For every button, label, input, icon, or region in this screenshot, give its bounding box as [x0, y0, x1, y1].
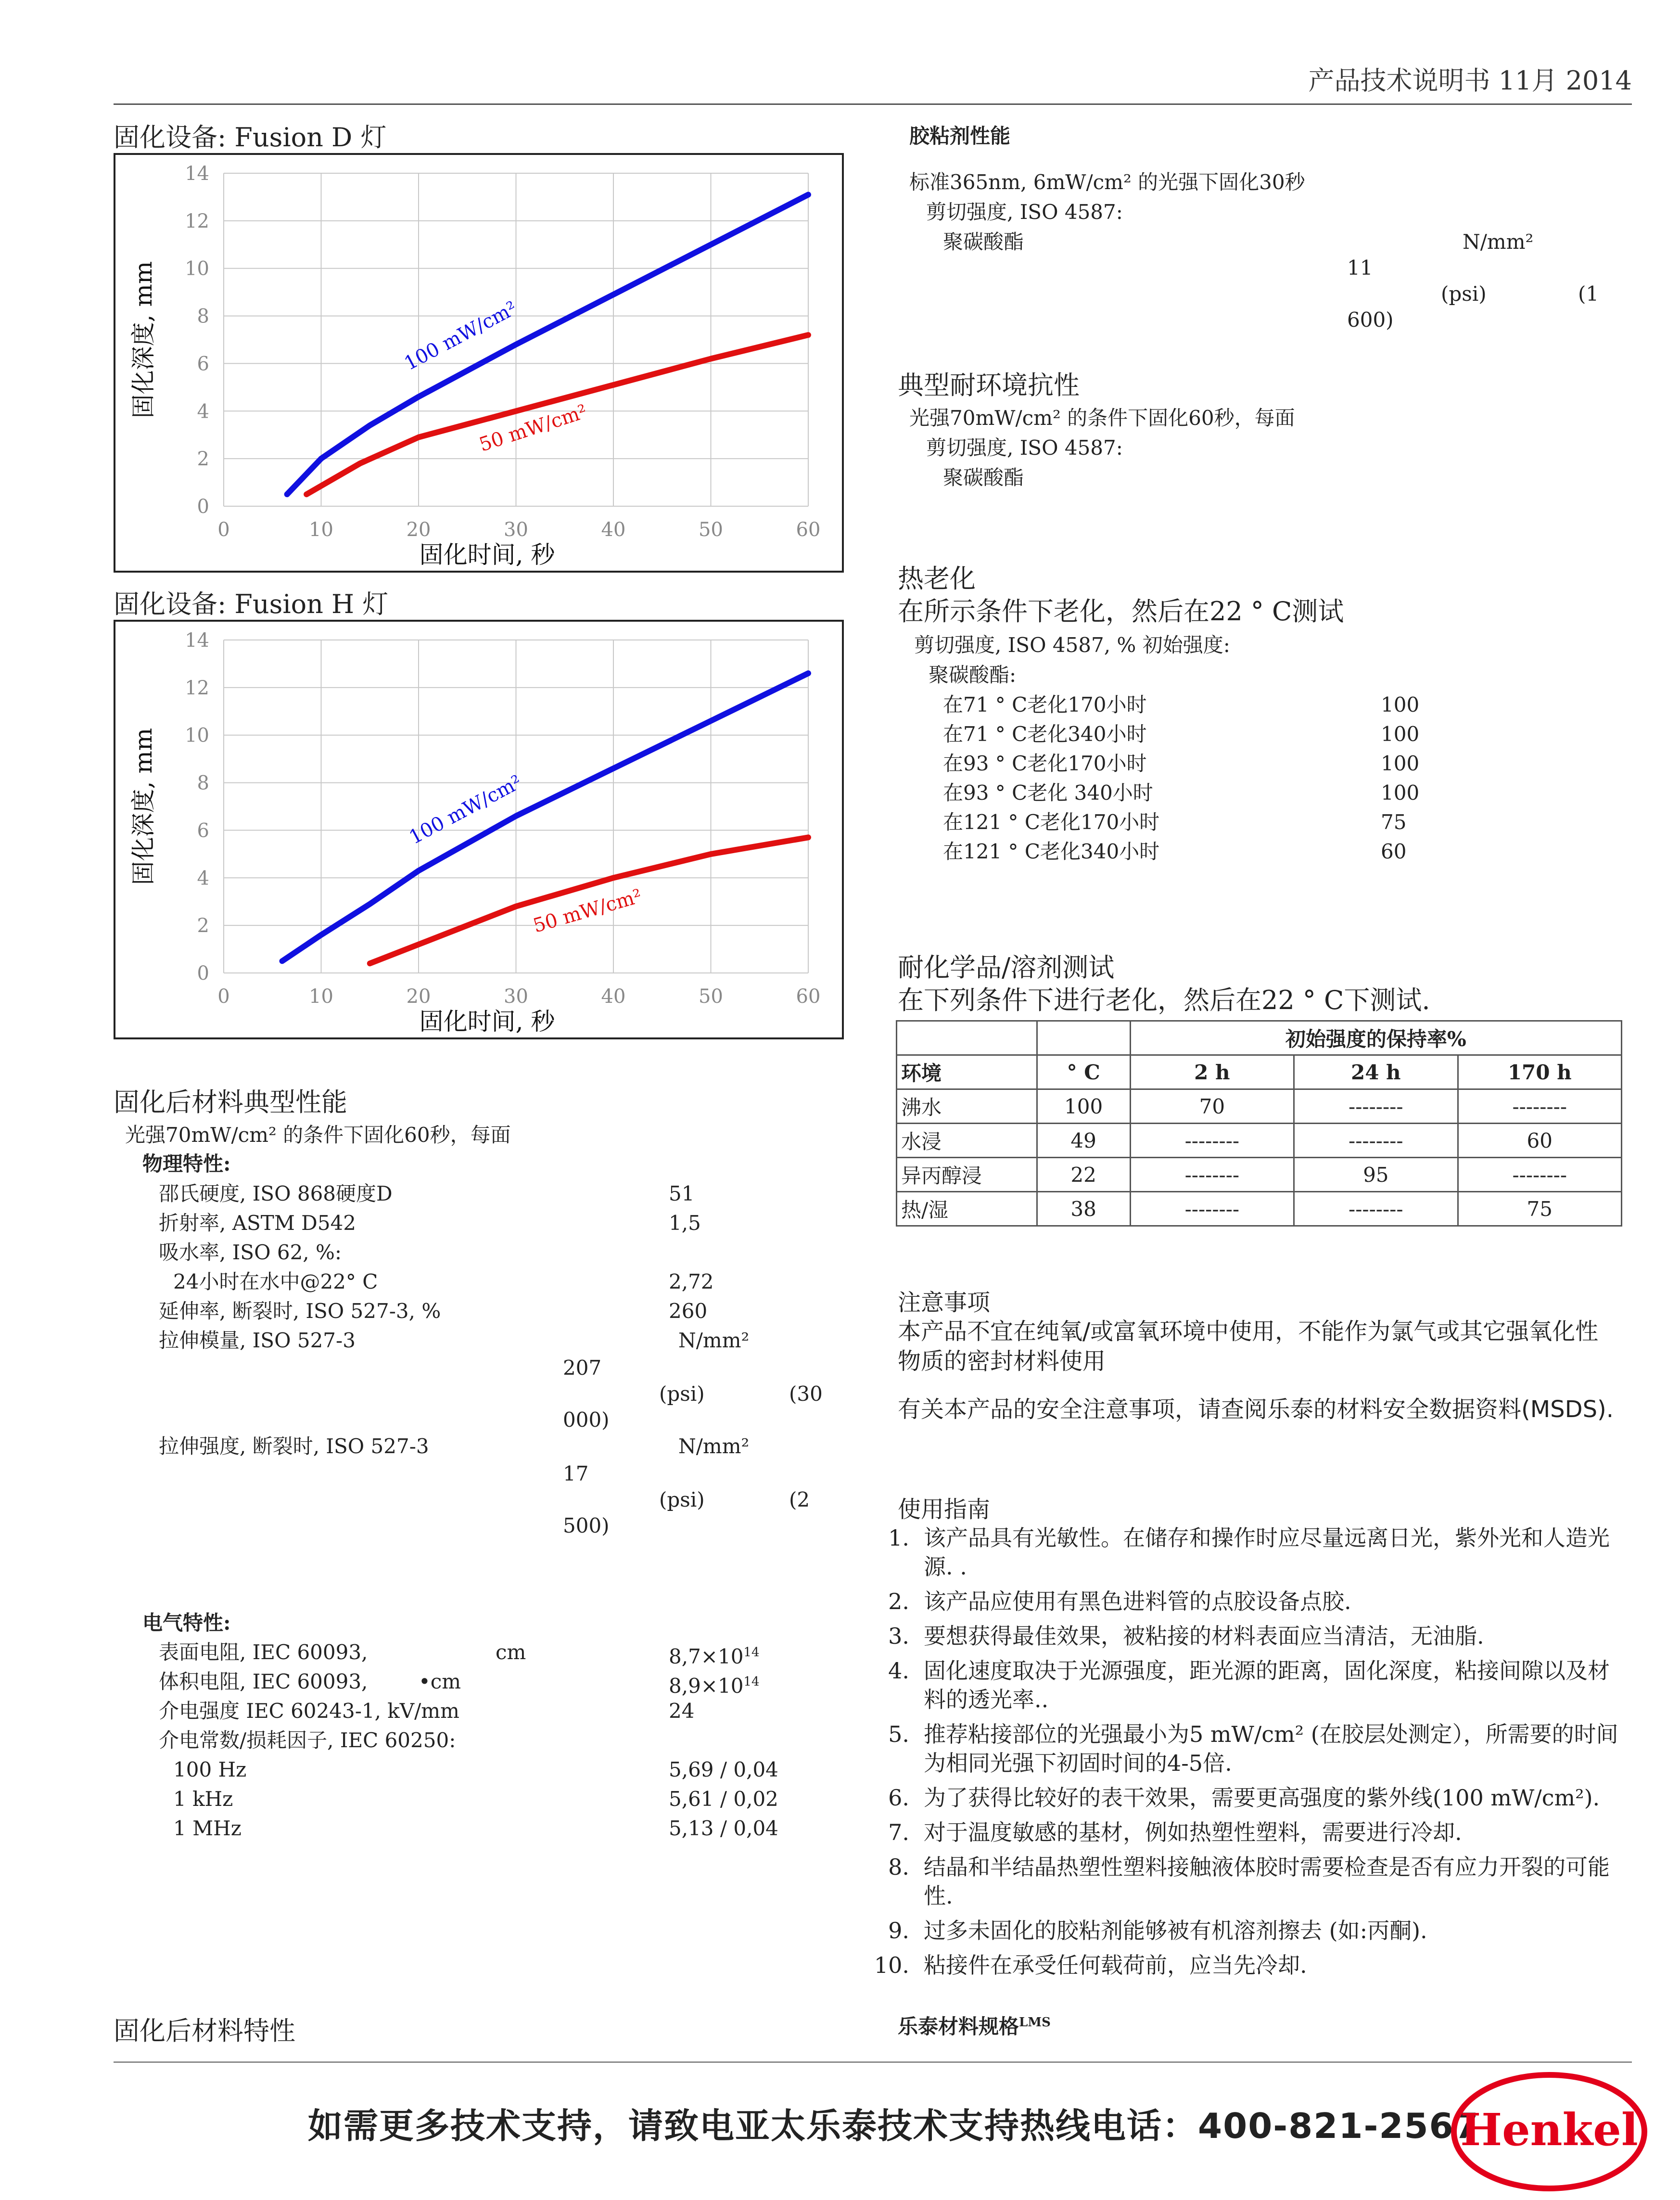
- series-label-0: 100 mW/cm²: [400, 297, 521, 375]
- freq-100hz-value: 5,69 / 0,04: [669, 1758, 778, 1781]
- chart-d: [115, 155, 842, 571]
- heat-row-cond: 在71 ° C老化170小时: [943, 693, 1147, 716]
- table-header: 环境: [897, 1055, 1037, 1089]
- table-cell: 49: [1037, 1124, 1130, 1158]
- tensile-modulus-psi-a: (30: [789, 1382, 823, 1406]
- chemical-resistance-table: [896, 1020, 1622, 1227]
- y-tick-label: 10: [185, 724, 209, 747]
- x-tick-label: 10: [309, 519, 333, 541]
- table-header: 2 h: [1130, 1055, 1294, 1089]
- usage-guide-title: 使用指南: [898, 1496, 991, 1523]
- x-axis-label: 固化时间, 秒: [419, 541, 555, 569]
- table-header: 24 h: [1294, 1055, 1458, 1089]
- adhesive-unit: N/mm²: [1463, 230, 1534, 254]
- header-rule: [114, 103, 1632, 105]
- adhesive-psi-b: 600): [1347, 308, 1394, 332]
- tensile-strength-unit: N/mm²: [678, 1434, 750, 1458]
- tensile-strength-psi-unit: (psi): [659, 1488, 705, 1511]
- table-cell: 38: [1037, 1192, 1130, 1226]
- footer-rule: [114, 2061, 1632, 2063]
- x-tick-label: 50: [699, 519, 723, 541]
- table-row: [897, 1124, 1622, 1158]
- surface-resistivity-unit: cm: [496, 1640, 526, 1664]
- table-cell: --------: [1458, 1089, 1621, 1124]
- y-tick-label: 2: [197, 448, 209, 471]
- tensile-modulus-psi-unit: (psi): [659, 1382, 705, 1406]
- notes-paragraph-1: 本产品不宜在纯氧/或富氧环境中使用，不能作为氯气或其它强氧化性物质的密封材料使用: [898, 1318, 1599, 1375]
- water-24h-value: 2,72: [669, 1270, 714, 1293]
- chart-h: [115, 622, 842, 1037]
- y-tick-label: 14: [185, 163, 209, 185]
- heat-row-value: 60: [1381, 840, 1407, 863]
- y-tick-label: 12: [185, 677, 209, 699]
- table-cell: --------: [1294, 1089, 1458, 1124]
- table-cell: [1037, 1021, 1130, 1055]
- tensile-strength-psi-a: (2: [789, 1488, 810, 1511]
- table-cell: --------: [1130, 1158, 1294, 1192]
- table-header: ° C: [1037, 1055, 1130, 1089]
- table-cell: 95: [1294, 1158, 1458, 1192]
- series-label-1: 50 mW/cm²: [476, 400, 590, 456]
- electrical-properties-title: 电气特性:: [142, 1611, 231, 1635]
- surface-resistivity-label: 表面电阻, IEC 60093,: [159, 1640, 368, 1664]
- y-tick-label: 4: [197, 400, 209, 423]
- list-item: 10. 粘接件在承受任何载荷前，应当先冷却.: [874, 1952, 1307, 1978]
- heat-aging-subtitle: 在所示条件下老化，然后在22 ° C测试: [898, 596, 1344, 627]
- heat-row-cond: 在71 ° C老化340小时: [943, 722, 1147, 746]
- x-tick-label: 20: [406, 985, 431, 1008]
- list-item: 9. 过多未固化的胶粘剂能够被有机溶剂擦去 (如:丙酮).: [888, 1918, 1427, 1944]
- tensile-modulus-label: 拉伸模量, ISO 527-3: [159, 1329, 356, 1352]
- dielectric-constant-label: 介电常数/损耗因子, IEC 60250:: [159, 1728, 456, 1752]
- table-cell: 异丙醇浸: [897, 1158, 1037, 1192]
- refractive-index-label: 折射率, ASTM D542: [159, 1211, 356, 1235]
- list-item: 3. 要想获得最佳效果，被粘接的材料表面应当清洁，无油脂.: [888, 1623, 1484, 1649]
- notes-paragraph-2: 有关本产品的安全注意事项，请查阅乐泰的材料安全数据资料(MSDS).: [898, 1396, 1614, 1423]
- tensile-strength-label: 拉伸强度, 断裂时, ISO 527-3: [159, 1434, 429, 1458]
- table-cell: --------: [1294, 1124, 1458, 1158]
- adhesive-substrate: 聚碳酸酯: [943, 230, 1024, 254]
- y-tick-label: 8: [197, 772, 209, 794]
- volume-resistivity-unit: •cm: [419, 1670, 461, 1693]
- water-24h-label: 24小时在水中@22° C: [173, 1270, 378, 1293]
- heat-row-value: 100: [1381, 752, 1420, 775]
- x-tick-label: 0: [217, 985, 230, 1008]
- table-cell: 水浸: [897, 1124, 1037, 1158]
- dielectric-strength-value: 24: [669, 1699, 695, 1723]
- shore-hardness-value: 51: [669, 1182, 695, 1205]
- typical-properties-title: 固化后材料典型性能: [114, 1087, 347, 1117]
- tensile-modulus-psi-b: 000): [563, 1408, 610, 1432]
- y-tick-label: 0: [197, 496, 209, 518]
- chart-d-caption: 固化设备: Fusion D 灯: [114, 122, 387, 153]
- table-cell: 100: [1037, 1089, 1130, 1124]
- adhesive-shear-label: 剪切强度, ISO 4587:: [926, 200, 1123, 224]
- x-tick-label: 60: [796, 985, 821, 1008]
- heat-row-value: 100: [1381, 693, 1420, 716]
- elongation-label: 延伸率, 断裂时, ISO 527-3, %: [159, 1299, 441, 1323]
- y-tick-label: 0: [197, 962, 209, 985]
- y-tick-label: 4: [197, 867, 209, 890]
- environment-cure-condition: 光强70mW/cm² 的条件下固化60秒，每面: [909, 406, 1295, 430]
- henkel-logo: [1448, 2069, 1650, 2194]
- support-hotline: 如需更多技术支持，请致电亚太乐泰技术支持热线电话：400-821-2567: [308, 2106, 1479, 2146]
- typical-properties-condition: 光强70mW/cm² 的条件下固化60秒，每面: [125, 1123, 511, 1147]
- heat-aging-title: 热老化: [898, 563, 976, 594]
- freq-1khz-value: 5,61 / 0,02: [669, 1787, 778, 1811]
- adhesive-properties-title: 胶粘剂性能: [909, 124, 1011, 148]
- chart-h-frame: [114, 620, 844, 1039]
- table-cell: 沸水: [897, 1089, 1037, 1124]
- table-group-header: 初始强度的保持率%: [1130, 1021, 1621, 1055]
- tensile-strength-value: 17: [563, 1462, 589, 1485]
- freq-1mhz-value: 5,13 / 0,04: [669, 1816, 778, 1840]
- x-tick-label: 30: [504, 519, 528, 541]
- list-item: 5. 推荐粘接部位的光强最小为5 mW/cm² (在胶层处测定），所需要的时间为相同光强下初固时间的4-5倍.: [888, 1721, 1618, 1776]
- table-row: [897, 1192, 1622, 1226]
- table-row: [897, 1158, 1622, 1192]
- list-item: 4. 固化速度取决于光源强度，距光源的距离，固化深度，粘接间隙以及材料的透光率..: [888, 1658, 1610, 1713]
- table-cell: 75: [1458, 1192, 1621, 1226]
- table-cell: 热/湿: [897, 1192, 1037, 1226]
- list-item: 1. 该产品具有光敏性。在储存和操作时应尽量远离日光，紫外光和人造光源. .: [888, 1525, 1610, 1580]
- environment-shear-label: 剪切强度, ISO 4587:: [926, 436, 1123, 460]
- chemical-resistance-subtitle: 在下列条件下进行老化，然后在22 ° C下测试.: [898, 985, 1430, 1015]
- elongation-value: 260: [669, 1299, 708, 1323]
- volume-resistivity-label: 体积电阻, IEC 60093,: [159, 1670, 368, 1693]
- heat-row-value: 100: [1381, 722, 1420, 746]
- table-cell: --------: [1294, 1192, 1458, 1226]
- heat-aging-shear-label: 剪切强度, ISO 4587, % 初始强度:: [914, 633, 1230, 657]
- series-label-1: 50 mW/cm²: [531, 885, 645, 937]
- notes-title: 注意事项: [898, 1289, 991, 1316]
- x-tick-label: 30: [504, 985, 528, 1008]
- table-cell: [897, 1021, 1037, 1055]
- table-cell: --------: [1130, 1192, 1294, 1226]
- shore-hardness-label: 邵氏硬度, ISO 868硬度D: [159, 1182, 393, 1205]
- water-absorption-label: 吸水率, ISO 62, %:: [159, 1241, 342, 1264]
- refractive-index-value: 1,5: [669, 1211, 701, 1235]
- freq-1mhz-label: 1 MHz: [173, 1816, 242, 1840]
- adhesive-psi-a: (1: [1578, 282, 1599, 306]
- y-tick-label: 6: [197, 819, 209, 842]
- x-tick-label: 60: [796, 519, 821, 541]
- list-item: 2. 该产品应使用有黑色进料管的点胶设备点胶.: [888, 1588, 1351, 1614]
- x-tick-label: 10: [309, 985, 333, 1008]
- x-tick-label: 0: [217, 519, 230, 541]
- heat-row-cond: 在93 ° C老化 340小时: [943, 781, 1153, 805]
- y-axis-label: 固化深度, mm: [129, 261, 157, 419]
- freq-1khz-label: 1 kHz: [173, 1787, 233, 1811]
- table-cell: --------: [1458, 1158, 1621, 1192]
- usage-guide-list: [871, 1523, 1621, 1985]
- environment-substrate: 聚碳酸酯: [943, 466, 1024, 489]
- table-cell: --------: [1130, 1124, 1294, 1158]
- tensile-modulus-unit: N/mm²: [678, 1329, 750, 1352]
- y-axis-label: 固化深度, mm: [129, 728, 157, 885]
- y-tick-label: 14: [185, 629, 209, 652]
- volume-resistivity-value: $8,9\times 10^{14}$: [669, 1674, 760, 1698]
- henkel-logo-graphic: [1448, 2069, 1650, 2194]
- table-cell: 70: [1130, 1089, 1294, 1124]
- heat-row-value: 100: [1381, 781, 1420, 805]
- list-item: 8. 结晶和半结晶热塑性塑料接触液体胶时需要检查是否有应力开裂的可能性.: [888, 1854, 1610, 1909]
- adhesive-cure-condition: 标准365nm, 6mW/cm² 的光强下固化30秒: [909, 170, 1305, 194]
- y-tick-label: 8: [197, 305, 209, 328]
- heat-row-cond: 在121 ° C老化170小时: [943, 810, 1160, 834]
- adhesive-value: 11: [1347, 256, 1373, 280]
- y-tick-label: 12: [185, 210, 209, 232]
- dielectric-strength-label: 介电强度 IEC 60243-1, kV/mm: [159, 1699, 459, 1723]
- loctite-spec-title: 乐泰材料规格$^{LMS}$: [898, 2015, 1051, 2038]
- x-tick-label: 20: [406, 519, 431, 541]
- document-header: 产品技术说明书 11月 2014: [1308, 65, 1632, 96]
- adhesive-psi-unit: (psi): [1441, 282, 1487, 306]
- y-tick-label: 6: [197, 353, 209, 375]
- y-tick-label: 2: [197, 915, 209, 937]
- tensile-modulus-value: 207: [563, 1356, 602, 1380]
- x-tick-label: 40: [601, 985, 626, 1008]
- physical-properties-title: 物理特性:: [142, 1152, 231, 1176]
- list-item: 7. 对于温度敏感的基材，例如热塑性塑料，需要进行冷却.: [888, 1819, 1462, 1845]
- chemical-resistance-title: 耐化学品/溶剂测试: [898, 952, 1115, 983]
- x-axis-label: 固化时间, 秒: [419, 1008, 555, 1036]
- list-item: 6. 为了获得比较好的表干效果，需要更高强度的紫外线(100 mW/cm²).: [888, 1785, 1600, 1811]
- henkel-logo-text: Henkel: [1460, 2104, 1638, 2156]
- series-line-0: [287, 195, 808, 495]
- environment-resistance-title: 典型耐环境抗性: [898, 370, 1080, 400]
- y-tick-label: 10: [185, 257, 209, 280]
- table-header: 170 h: [1458, 1055, 1621, 1089]
- x-tick-label: 40: [601, 519, 626, 541]
- chart-h-caption: 固化设备: Fusion H 灯: [114, 589, 389, 619]
- tensile-strength-psi-b: 500): [563, 1514, 610, 1537]
- series-label-0: 100 mW/cm²: [405, 771, 526, 849]
- heat-row-cond: 在93 ° C老化170小时: [943, 752, 1147, 775]
- table-row: [897, 1089, 1622, 1124]
- chart-d-frame: [114, 153, 844, 573]
- freq-100hz-label: 100 Hz: [173, 1758, 247, 1781]
- heat-aging-substrate: 聚碳酸酯:: [929, 663, 1017, 687]
- x-tick-label: 50: [699, 985, 723, 1008]
- heat-row-value: 75: [1381, 810, 1407, 834]
- cured-properties-title: 固化后材料特性: [114, 2016, 295, 2046]
- surface-resistivity-value: $8,7\times 10^{14}$: [669, 1645, 760, 1668]
- heat-row-cond: 在121 ° C老化340小时: [943, 840, 1160, 863]
- table-cell: 60: [1458, 1124, 1621, 1158]
- table-cell: 22: [1037, 1158, 1130, 1192]
